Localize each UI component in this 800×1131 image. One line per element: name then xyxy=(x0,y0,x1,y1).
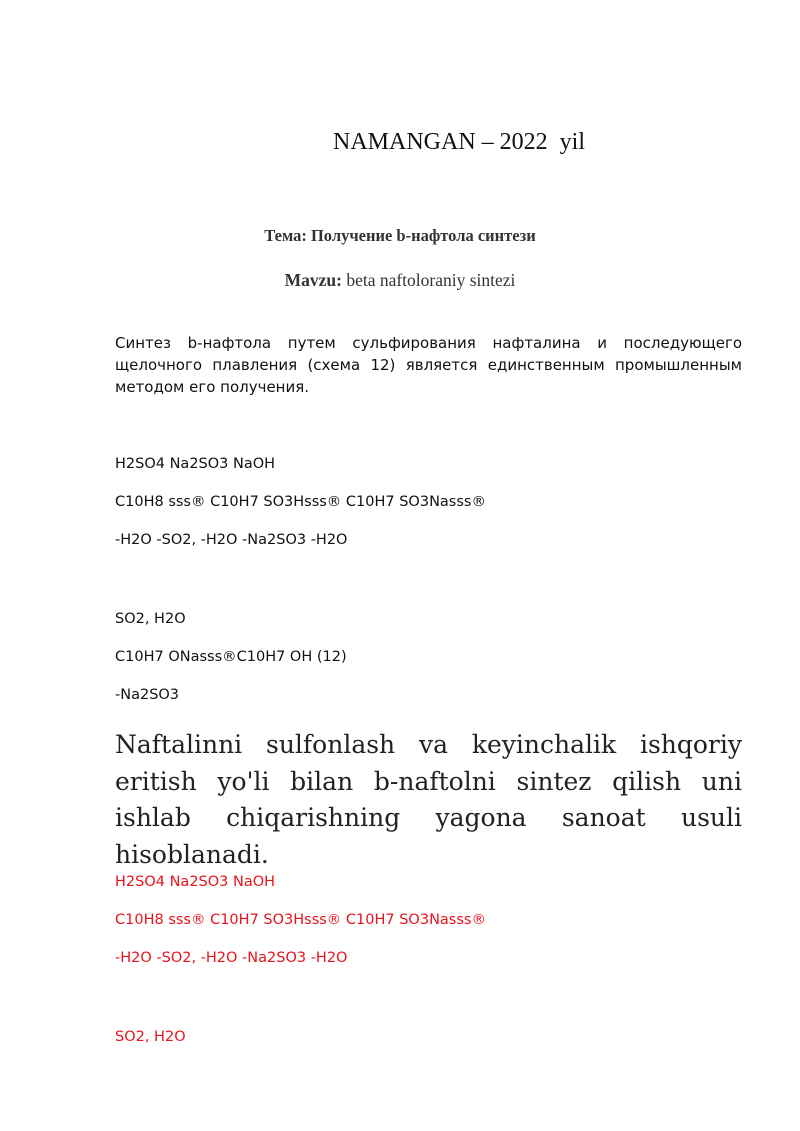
scheme2-reagents-2: SO2, H2O xyxy=(115,1029,186,1045)
scheme1-reagents-2: SO2, H2O xyxy=(115,611,186,627)
scheme2-byproducts: -H2O -SO2, -H2O -Na2SO3 -H2O xyxy=(115,950,348,966)
intro-paragraph-ru: Синтез b-нафтола путем сульфирования нафталина и последующего щелочного плавления (схема 12) является единственным промышленным методом его получения. xyxy=(115,334,742,396)
year-suffix: yil xyxy=(559,129,586,155)
topic-uz xyxy=(0,270,800,291)
scheme1-byproducts: -H2O -SO2, -H2O -Na2SO3 -H2O xyxy=(115,532,348,548)
scheme2-reaction: C10H8 sss® C10H7 SO3Hsss® C10H7 SO3Nasss® xyxy=(115,912,486,928)
scheme1-reaction: C10H8 sss® C10H7 SO3Hsss® C10H7 SO3Nasss® xyxy=(115,494,486,510)
city-year: NAMANGAN – 2022 xyxy=(333,129,548,155)
topic-uz-label: Mavzu: xyxy=(284,270,342,290)
city-year-line xyxy=(333,129,585,156)
scheme1-reaction-2: C10H7 ONasss®C10H7 OH (12) xyxy=(115,649,347,665)
scheme1-byproducts-2: -Na2SO3 xyxy=(115,687,180,703)
topic-uz-value: beta naftoloraniy sintezi xyxy=(341,270,516,290)
intro-paragraph-uz: Naftalinni sulfonlash va keyinchalik ishqoriy eritish yo'li bilan b-naftolni sintez qilish uni ishlab chiqarishning yagona sanoat usuli hisoblanadi. xyxy=(115,730,742,869)
scheme1-reagents: H2SO4 Na2SO3 NaOH xyxy=(115,456,276,472)
scheme2-reagents: H2SO4 Na2SO3 NaOH xyxy=(115,874,276,890)
topic-ru: Тема: Получение b-нафтола синтези xyxy=(264,226,536,245)
